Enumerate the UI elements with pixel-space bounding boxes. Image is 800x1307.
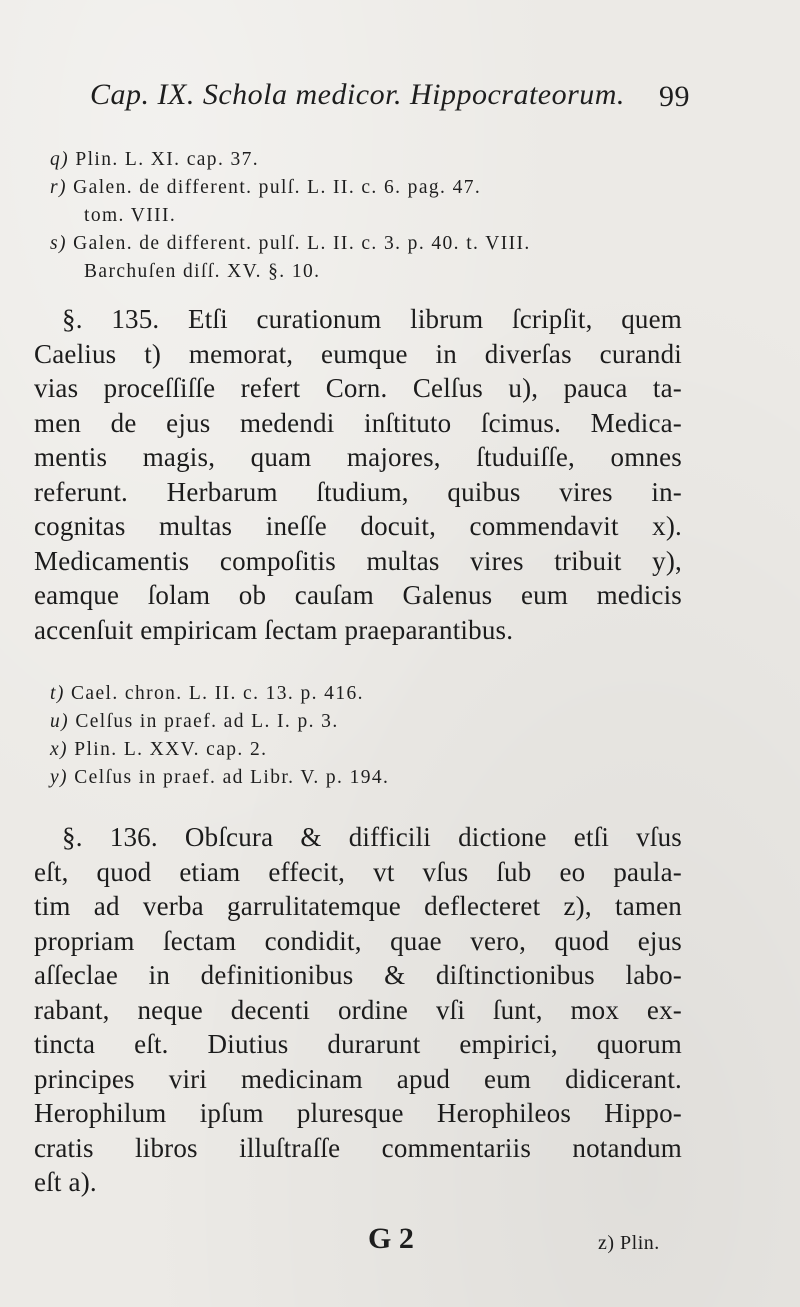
footnote-mark: r) — [50, 177, 67, 198]
paragraph-line: tincta eſt. Diutius durarunt empirici, quorum — [34, 1029, 682, 1059]
running-head — [90, 78, 690, 122]
paragraph-line: principes viri medicinam apud eum didicerant. — [34, 1063, 682, 1094]
footnote-r-continued — [50, 202, 690, 230]
paragraph-line: cognitas multas ineſſe docuit, commendavit x). — [34, 511, 682, 541]
footnote-r — [50, 174, 690, 202]
footnote-x — [50, 736, 690, 764]
paragraph-line: tim ad verba garrulitatemque deflecteret z), tamen — [34, 891, 682, 921]
signature-mark: G 2 — [368, 1222, 414, 1255]
footnote-t — [50, 680, 690, 708]
footnote-mark: u) — [50, 711, 70, 732]
footnote-text: Celſus in praef. ad L. I. p. 3. — [75, 711, 339, 732]
footnote-text: Galen. de different. pulſ. L. II. c. 6. pag. 47. — [73, 177, 482, 198]
footnotes-top — [50, 146, 690, 286]
paragraph-line: Caelius t) memorat, eumque in diverſas curandi — [34, 338, 682, 369]
paragraph-line: referunt. Herbarum ſtudium, quibus vires in- — [34, 476, 682, 507]
catchword: z) Plin. — [598, 1232, 660, 1254]
footnote-mark: s) — [50, 233, 67, 254]
paragraph-line: aſſeclae in definitionibus & diſtinctionibus labo- — [34, 960, 682, 990]
paragraph-line: vias proceſſiſſe refert Corn. Celſus u), pauca ta- — [34, 373, 682, 403]
footnote-mark: y) — [50, 767, 68, 788]
footnote-q — [50, 146, 690, 174]
footnote-y — [50, 764, 690, 792]
paragraph-line: men de ejus medendi inſtituto ſcimus. Medica- — [34, 407, 682, 438]
paragraph-line: rabant, neque decenti ordine vſi ſunt, mox ex- — [34, 994, 682, 1025]
paragraph-line: Medicamentis compoſitis multas vires tribuit y), — [34, 545, 682, 576]
footnote-text: Cael. chron. L. II. c. 13. p. 416. — [71, 683, 364, 704]
paragraph-line: propriam ſectam condidit, quae vero, quod ejus — [34, 925, 682, 956]
footnote-text: Plin. L. XXV. cap. 2. — [74, 739, 268, 760]
paragraph-line: cratis libros illuſtraſſe commentariis notandum — [34, 1132, 682, 1163]
footnote-s-continued — [50, 258, 690, 286]
paragraph-line: eſt, quod etiam effecit, vt vſus ſub eo paula- — [34, 856, 682, 887]
paragraph-line: §. 135. Etſi curationum librum ſcripſit, quem — [62, 304, 682, 334]
footnote-mark: x) — [50, 739, 68, 760]
page-number: 99 — [659, 80, 690, 113]
footnote-mark: q) — [50, 149, 70, 170]
footnote-text: Galen. de different. pulſ. L. II. c. 3. p. 40. t. VIII. — [73, 233, 531, 254]
paragraph-line: mentis magis, quam majores, ſtuduiſſe, omnes — [34, 442, 682, 472]
footnote-text: Celſus in praef. ad Libr. V. p. 194. — [74, 767, 390, 788]
paragraph-line: §. 136. Obſcura & difficili dictione etſi vſus — [62, 822, 682, 852]
footnote-text: Barchuſen diſſ. XV. §. 10. — [84, 261, 321, 282]
footnotes-middle — [50, 680, 690, 792]
paragraph-line: eamque ſolam ob cauſam Galenus eum medicis — [34, 580, 682, 610]
footnote-s — [50, 230, 690, 258]
paragraph-line: eſt a). — [34, 1167, 97, 1197]
footnote-u — [50, 708, 690, 736]
paragraph-line: accenſuit empiricam ſectam praeparantibus. — [34, 614, 514, 645]
paragraph-135 — [34, 302, 682, 647]
paragraph-136 — [34, 820, 682, 1200]
paragraph-line: Herophilum ipſum pluresque Herophileos Hippo- — [34, 1098, 682, 1128]
footnote-mark: t) — [50, 683, 65, 704]
footnote-text: Plin. L. XI. cap. 37. — [75, 149, 260, 170]
footnote-text: tom. VIII. — [84, 205, 177, 226]
running-head-title: Cap. IX. Schola medicor. Hippocrateorum. — [90, 78, 625, 111]
